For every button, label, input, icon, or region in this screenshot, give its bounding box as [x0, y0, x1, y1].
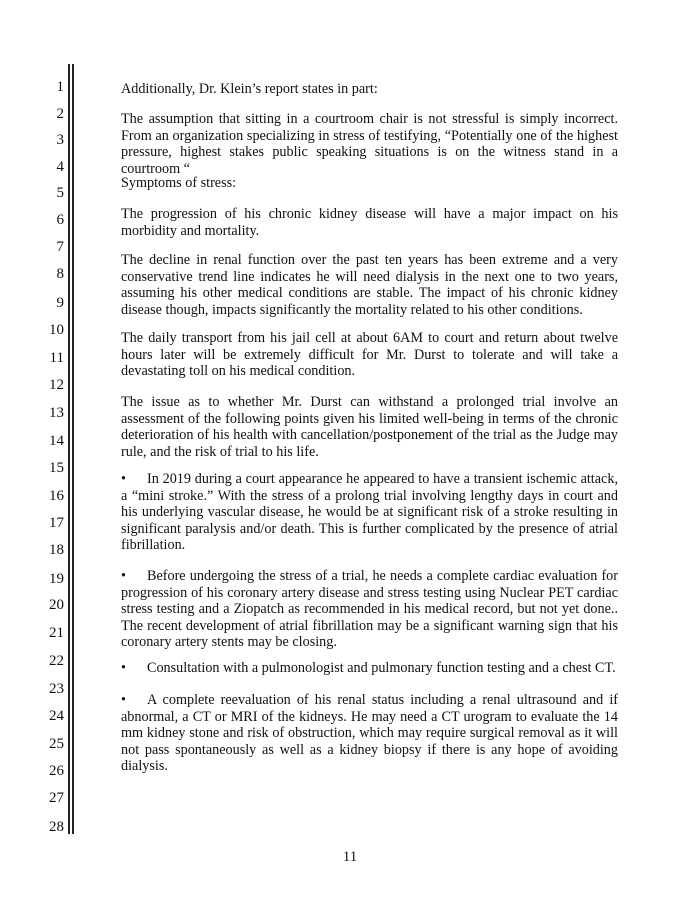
page-number: 11: [342, 849, 358, 865]
bullet-item: [121, 660, 618, 677]
bullet-text: In 2019 during a court appearance he appeared to have a transient ischemic attack, a “mini stroke.” With the stress of a prolong trial involving lengthy days in court and his underlying vascular disease, he would be at significant risk of a stroke resulting in significant paralysis and/or death. This is further complicated by the presence of atrial fibrillation.: [121, 471, 618, 553]
line-number: 21: [49, 625, 64, 641]
bullet-text: A complete reevaluation of his renal status including a renal ultrasound and if abnormal, a CT or MRI of the kidneys. He may need a CT urogram to evaluate the 14 mm kidney stone and risk of obstruction, which may require surgical removal as it will not pass spontaneously as well as a kidney biopsy if there is any hope of avoiding dialysis.: [121, 692, 618, 774]
bullet-marker: •: [121, 471, 126, 487]
line-number: 12: [49, 377, 64, 393]
line-number: 15: [49, 460, 64, 476]
paragraph: Additionally, Dr. Klein’s report states in part:: [121, 81, 378, 97]
margin-rule-left: [68, 64, 70, 834]
line-number: 3: [56, 132, 64, 148]
line-number: 2: [56, 106, 64, 122]
bullet-text: Consultation with a pulmonologist and pulmonary function testing and a chest CT.: [147, 660, 616, 676]
line-number: 26: [49, 763, 64, 779]
bullet-text: Before undergoing the stress of a trial, he needs a complete cardiac evaluation for progression of his coronary artery disease and stress testing using Nuclear PET cardiac stress testing and a Ziopatch as recommended in his medical record, but not yet done.. The recent development of atrial fibrillation may be a significant warning sign that his coronary artery stents may be closing.: [121, 568, 618, 650]
paragraph: The assumption that sitting in a courtroom chair is not stressful is simply incorrect. From an organization specializing in stress of testifying, “Potentially one of the highest pressure, highest stakes public speaking situations is on the witness stand in a courtroom “: [121, 111, 618, 177]
bullet-item: [121, 568, 618, 651]
paragraph: The progression of his chronic kidney disease will have a major impact on his morbidity and mortality.: [121, 206, 618, 239]
line-number: 4: [56, 159, 64, 175]
line-number: 17: [49, 515, 64, 531]
line-number: 19: [49, 571, 64, 587]
line-number: 28: [49, 819, 64, 835]
bullet-item: [121, 692, 618, 775]
bullet-marker: •: [121, 568, 126, 584]
line-number: 11: [49, 350, 64, 366]
paragraph: Symptoms of stress:: [121, 175, 237, 191]
line-number: 1: [56, 79, 64, 95]
line-number: 25: [49, 736, 64, 752]
line-number: 18: [49, 542, 64, 558]
line-number: 9: [56, 295, 64, 311]
bullet-marker: •: [121, 660, 126, 676]
line-number: 20: [49, 597, 64, 613]
line-number: 27: [49, 790, 64, 806]
line-number: 7: [56, 239, 64, 255]
paragraph: The decline in renal function over the past ten years has been extreme and a very conservative trend line indicates he will need dialysis in the next one to two years, assuming his other medical conditions are stable. The impact of his chronic kidney disease though, impacts significantly the mortality related to his other conditions.: [121, 252, 618, 318]
margin-rule-right: [72, 64, 74, 834]
paragraph: The daily transport from his jail cell at about 6AM to court and return about twelve hours later will be extremely difficult for Mr. Durst to tolerate and will take a devastating toll on his medical condition.: [121, 330, 618, 379]
bullet-marker: •: [121, 692, 126, 708]
line-number: 23: [49, 681, 64, 697]
line-number: 5: [56, 185, 64, 201]
line-number: 13: [49, 405, 64, 421]
line-number: 8: [56, 266, 64, 282]
line-number: 16: [49, 488, 64, 504]
line-number: 22: [49, 653, 64, 669]
bullet-item: [121, 471, 618, 554]
line-number: 14: [49, 433, 64, 449]
line-number: 24: [49, 708, 64, 724]
line-number: 6: [56, 212, 64, 228]
paragraph: The issue as to whether Mr. Durst can withstand a prolonged trial involve an assessment of the following points given his limited well-being in terms of the chronic deterioration of his health with cancellation/postponement of the trial as the Judge may rule, and the risk of trial to his life.: [121, 394, 618, 460]
line-number: 10: [49, 322, 64, 338]
